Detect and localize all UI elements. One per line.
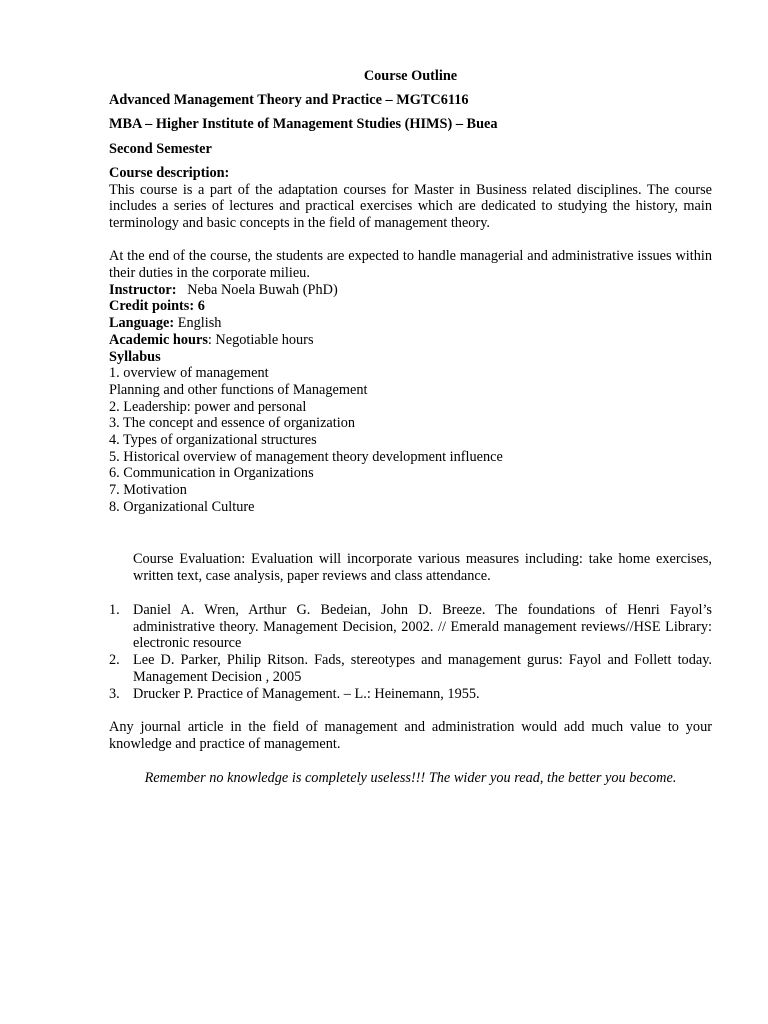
syllabus-item: 8. Organizational Culture [109,498,255,515]
syllabus-item: 1. overview of management [109,365,269,382]
course-title: Advanced Management Theory and Practice – MGTC6116 [109,92,469,109]
reference-text: Lee D. Parker, Philip Ritson. Fads, stereotypes and management gurus: Fayol and Follett today. Management Decision , 2005 [133,652,712,685]
instructor-line [109,282,712,299]
syllabus-item: 4. Types of organizational structures [109,432,317,449]
instructor-value: Neba Noela Buwah (PhD) [187,281,338,298]
program-line: MBA – Higher Institute of Management Studies (HIMS) – Buea [109,116,498,133]
semester-line: Second Semester [109,140,212,157]
description-paragraph-1: This course is a part of the adaptation courses for Master in Business related disciplines. The course includes a series of lectures and practical exercises which are dedicated to studying the history, main terminology and basic concepts in the field of management theory. [109,181,712,231]
references-list [109,602,712,702]
language-value: English [177,315,222,332]
syllabus-item: 5. Historical overview of management theory development influence [109,448,503,465]
course-evaluation: Course Evaluation: Evaluation will incorporate various measures including: take home exercises, written text, case analysis, paper reviews and class attendance. [133,551,712,584]
language-label: Language: [109,315,175,332]
credit-points: Credit points: 6 [109,298,205,315]
syllabus-item: 3. The concept and essence of organization [109,415,355,432]
syllabus-heading: Syllabus [109,348,161,365]
syllabus-item: 6. Communication in Organizations [109,465,314,482]
hours-label: Academic hours [109,331,208,348]
syllabus-list [109,365,712,515]
syllabus-item: Planning and other functions of Management [109,381,368,398]
closing-quote: Remember no knowledge is completely useless!!! The wider you read, the better you become. [144,770,677,786]
instructor-label: Instructor: [109,281,177,298]
header-block [109,68,712,516]
reference-text: Drucker P. Practice of Management. – L.: Heinemann, 1955. [133,685,480,702]
reference-item [109,686,712,703]
hours-line [109,332,712,349]
reference-number: 1. [109,602,120,618]
syllabus-item: 2. Leadership: power and personal [109,398,307,415]
hours-value: : Negotiable hours [207,331,314,348]
description-paragraph-2: At the end of the course, the students are expected to handle managerial and administrative issues within their duties in the corporate milieu. [109,248,712,282]
reference-number: 3. [109,685,120,702]
reference-item [109,602,712,652]
document-title: Course Outline [363,68,458,84]
reference-item [109,652,712,685]
syllabus-item: 7. Motivation [109,482,187,499]
reference-text: Daniel A. Wren, Arthur G. Bedeian, John D. Breeze. The foundations of Henri Fayol’s administrative theory. Management Decision, 2002. // Emerald management reviews//HSE Library: electronic resource [133,602,712,652]
reference-number: 2. [109,652,120,669]
description-heading: Course description: [109,164,230,181]
closing-paragraph: Any journal article in the field of management and administration would add much value to your knowledge and practice of management. [109,719,712,752]
language-line [109,315,712,332]
